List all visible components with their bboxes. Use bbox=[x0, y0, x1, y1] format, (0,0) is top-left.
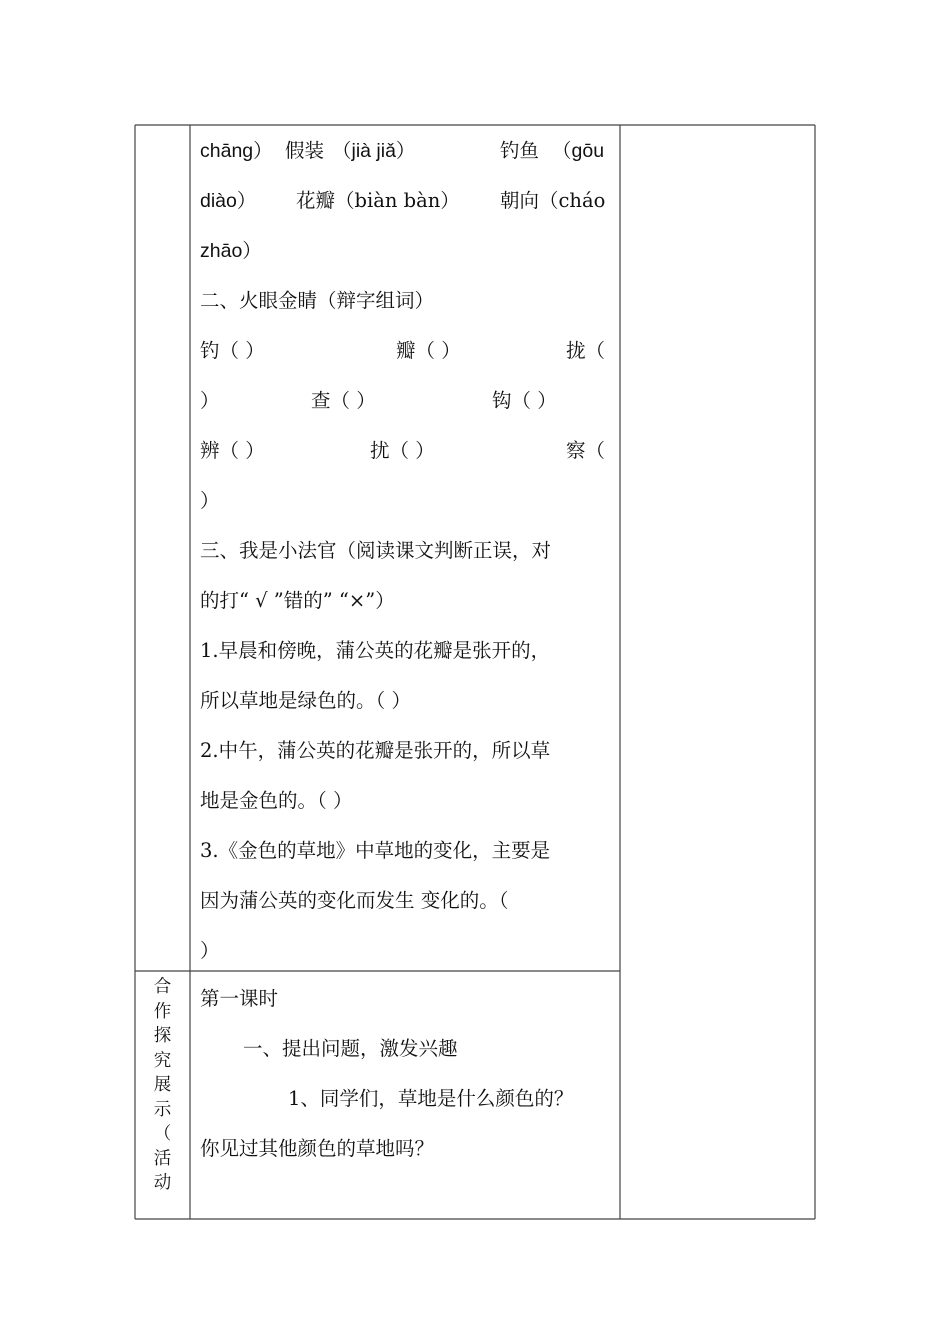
char-blank: 察（ bbox=[566, 439, 606, 462]
label-char: （ bbox=[153, 1124, 172, 1144]
label-char: 究 bbox=[153, 1050, 172, 1071]
pinyin-option: （gōu bbox=[552, 140, 605, 162]
pinyin-option: （jià jiǎ） bbox=[332, 140, 416, 162]
char-blank: 扰（ ） bbox=[370, 439, 435, 462]
exercise-line-2 bbox=[200, 176, 612, 226]
label-char: 合 bbox=[153, 977, 172, 997]
char-blank: 辨（ ） bbox=[200, 439, 265, 462]
word-text: 钓鱼 bbox=[500, 139, 540, 162]
statement-3-line-1: 3.《金色的草地》中草地的变化，主要是 bbox=[200, 839, 551, 862]
char-blank: 查（ ） bbox=[311, 389, 376, 412]
lesson-question-line-1: 1、同学们，草地是什么颜色的？ bbox=[288, 1087, 574, 1110]
pinyin-fragment: chāng） bbox=[200, 140, 273, 162]
statement-3-line-2: 因为蒲公英的变化而发生 变化的。（ bbox=[200, 889, 509, 912]
exercise-line-3: zhāo） bbox=[200, 240, 262, 262]
label-char: 动 bbox=[153, 1173, 172, 1193]
label-char: 示 bbox=[153, 1099, 172, 1120]
char-blank: 钩（ ） bbox=[492, 389, 557, 412]
word-with-pinyin: 花瓣（biàn bàn） bbox=[296, 189, 460, 212]
statement-1-line-2: 所以草地是绿色的。（ ） bbox=[200, 689, 411, 712]
section-heading-three: 三、我是小法官（阅读课文判断正误，对 bbox=[200, 539, 552, 562]
lesson-question-line-2: 你见过其他颜色的草地吗？ bbox=[200, 1137, 435, 1160]
label-char: 作 bbox=[153, 1001, 172, 1022]
exercise-line-1 bbox=[200, 126, 612, 176]
char-blank: 钓（ ） bbox=[200, 339, 265, 362]
lesson-title: 第一课时 bbox=[200, 987, 279, 1010]
label-char: 展 bbox=[153, 1075, 172, 1095]
section-label-vertical bbox=[135, 975, 190, 1196]
word-group-row-2 bbox=[200, 376, 612, 426]
label-char: 活 bbox=[153, 1148, 172, 1169]
char-blank: 拢（ bbox=[566, 339, 606, 362]
word-text: 假装 bbox=[285, 139, 325, 162]
section-heading-two: 二、火眼金睛（辩字组词） bbox=[200, 289, 435, 312]
statement-1-line-1: 1.早晨和傍晚，蒲公英的花瓣是张开的， bbox=[200, 639, 551, 662]
label-char: 探 bbox=[153, 1026, 172, 1046]
blank-close: ） bbox=[200, 389, 220, 412]
word-with-pinyin: 朝向（cháo bbox=[500, 189, 606, 212]
char-blank: 瓣（ ） bbox=[396, 339, 461, 362]
statement-2-line-2: 地是金色的。（ ） bbox=[200, 789, 353, 812]
word-group-row-4: ） bbox=[200, 489, 220, 512]
statement-2-line-1: 2.中午，蒲公英的花瓣是张开的，所以草 bbox=[200, 739, 551, 762]
word-group-row-1 bbox=[200, 326, 612, 376]
word-group-row-3 bbox=[200, 426, 612, 476]
lesson-step-heading: 一、提出问题，激发兴趣 bbox=[243, 1037, 458, 1060]
pinyin-fragment: diào） bbox=[200, 190, 257, 212]
statement-3-line-3: ） bbox=[200, 939, 220, 962]
section-heading-three-cont: 的打“ √ ”错的” “×”） bbox=[200, 589, 395, 612]
